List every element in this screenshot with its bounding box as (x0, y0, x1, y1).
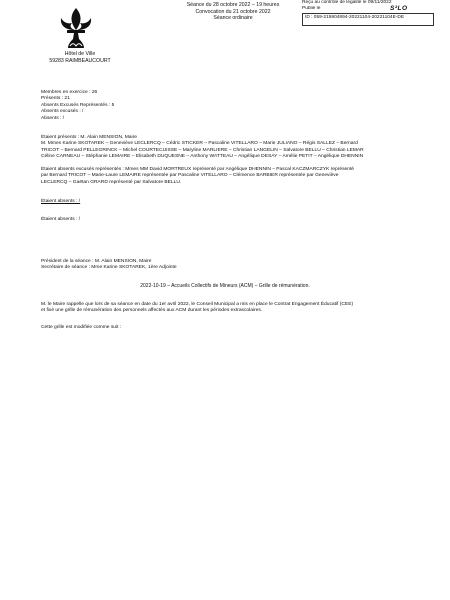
members-count: Membres en exercice : 26 (41, 90, 98, 95)
town-address: 59283 RAIMBEAUCOURT (49, 58, 111, 64)
absent-line-block (41, 217, 431, 223)
town-hall-label: Hôtel de Ville (64, 51, 96, 57)
deliberation-title: 2022-10-19 – Accueils Collectifs de Mineurs (ACM) – Grille de rémunération. (140, 283, 310, 289)
prefecture-stamp (302, 0, 434, 26)
stamp-published: Publié le (302, 6, 321, 12)
represented-members-section (41, 167, 431, 186)
represented-line-1: Étaient absents excusés représentés : Mmes MM David MORTREUX représenté par Angélique DHENNIN – Pascal KACZMARCZYK représenté (41, 167, 355, 172)
present-line-2: M. Mmes Karine SKOTAREK – Geneviève LECLERCQ – Cédric STICKER – Pascaline VITELLARO – Marie JULIANO – Régis SALLEZ – Bernard (41, 141, 358, 147)
excused-represented-count: Absents Excusés Représentés : 5 (41, 102, 115, 108)
present-line-3: TRICOT – Bernard PELLEGRINCK – Michel COURTECUISSE – Maryline MARLIERE – Christian LANGELIN – Salvatore BELLU – Christian LEMAR (41, 147, 364, 153)
session-info (178, 2, 288, 22)
absent-line: Étaient absents : / (41, 217, 81, 222)
attendance-counts (41, 90, 431, 122)
excused-line: Étaient absents : / (41, 199, 81, 204)
represented-line-3: LECLERCQ – Gaëtan GRARD représenté par Salvatore BELLU. (41, 179, 182, 185)
session-type: Séance ordinaire (213, 15, 253, 22)
present-count: Présents : 21 (41, 96, 70, 102)
present-members-section (41, 135, 431, 161)
officers-section (41, 259, 431, 272)
present-line-4: Céline CARNEAU – Stéphanie LEMAIRE – Elisabeth DUQUESNE – Anthony WATTEAU – Angélique DESAY – Amélie PETIT – Angélique DHENNIN (41, 154, 364, 160)
absent-count: Absents : / (41, 115, 65, 121)
session-date: Séance du 28 octobre 2022 – 19 heures (186, 2, 280, 8)
town-header (40, 51, 120, 65)
convocation-date: Convocation du 21 octobre 2022 (195, 8, 271, 15)
paragraph-line-1: M. le Maire rappelle que lors de sa séance en date du 1er avril 2022, le Conseil Municipal a mis en place le Contrat Engagement Éducatif (CEE) (41, 302, 354, 307)
paragraph-line-2: et fixé une grille de rémunération des personnels affectés aux ACM durant les périodes extrascolaires. (41, 308, 263, 314)
excused-count: Absents excusés : / (41, 109, 84, 115)
represented-line-2: par Bernard TRICOT – Marie-Laure LEMAIRE représentée par Pascaline VITELLARO – Clémence BARBIER représentée par Geneviève (41, 173, 339, 179)
closing-block (41, 325, 431, 331)
present-line-1: Étaient présents : M. Alain MENSION, Maire (41, 135, 137, 140)
stamp-reference-id: ID : 059-215904894-20221104-20221104E-DE (305, 15, 405, 20)
s2lo-logo: S²LO (390, 5, 408, 12)
fleur-de-lis-logo (56, 6, 96, 50)
deliberation-paragraph (41, 302, 431, 315)
president-line: Président de la séance : M. Alain MENSION, Maire (41, 259, 152, 264)
closing-line: Cette grille est modifiée comme suit : (41, 325, 122, 330)
secretary-line: Secrétaire de séance : Mme Karine SKOTAREK, 1ère Adjointe (41, 265, 177, 271)
stamp-received: Reçu au contrôle de légalité le 09/11/2022 (302, 0, 392, 5)
excused-line-block (41, 199, 431, 205)
